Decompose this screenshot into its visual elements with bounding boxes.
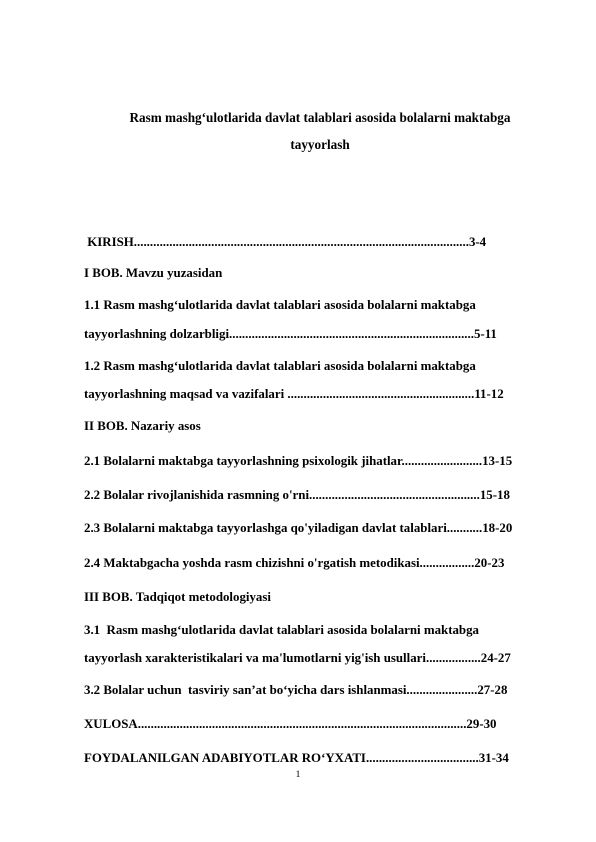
toc-entry-3-1-line-2: tayyorlash xarakteristikalari va ma'lumotlarni yig'ish usullari.................24-27 [84, 651, 511, 665]
toc-entry-1-2-line-1: 1.2 Rasm mashg‘ulotlarida davlat talablari asosida bolalarni maktabga [84, 359, 476, 373]
toc-entry-1-1-line-1: 1.1 Rasm mashg‘ulotlarida davlat talablari asosida bolalarni maktabga [84, 298, 476, 312]
toc-chapter-3-heading: III BOB. Tadqiqot metodologiyasi [84, 590, 271, 604]
toc-entry-kirish: KIRISH........................................................................................................3-4 [84, 235, 487, 249]
toc-entry-2-2: 2.2 Bolalar rivojlanishida rasmning o'rni.....................................................15-18 [84, 488, 510, 502]
toc-entry-2-1: 2.1 Bolalarni maktabga tayyorlashning psixologik jihatlar.........................13-15 [84, 454, 513, 468]
toc-entry-xulosa: XULOSA......................................................................................................29-30 [84, 717, 497, 731]
toc-entry-references: FOYDALANILGAN ADABIYOTLAR RO‘YXATI...................................31-34 [84, 751, 509, 765]
toc-chapter-1-heading: I BOB. Mavzu yuzasidan [84, 266, 223, 280]
title-line-1: Rasm mashg‘ulotlarida davlat talablari asosida bolalarni maktabga [129, 110, 511, 125]
toc-entry-3-2: 3.2 Bolalar uchun tasviriy san’at bo‘yicha dars ishlanmasi......................27-28 [84, 683, 508, 697]
toc-entry-2-3: 2.3 Bolalarni maktabga tayyorlashga qo'yiladigan davlat talablari...........18-20 [84, 521, 513, 535]
toc-entry-2-4: 2.4 Maktabgacha yoshda rasm chizishni o'rgatish metodikasi.................20-23 [84, 556, 505, 570]
title-line-2: tayyorlash [290, 137, 350, 152]
toc-chapter-2-heading: II BOB. Nazariy asos [84, 419, 201, 433]
toc-entry-1-2-line-2: tayyorlashning maqsad va vazifalari ..........................................................11-12 [84, 387, 504, 401]
toc-entry-3-1-line-1: 3.1 Rasm mashg‘ulotlarida davlat talablari asosida bolalarni maktabga [84, 623, 479, 637]
toc-entry-1-1-line-2: tayyorlashning dolzarbligi............................................................................5-11 [84, 327, 497, 341]
page-number: 1 [295, 770, 301, 780]
